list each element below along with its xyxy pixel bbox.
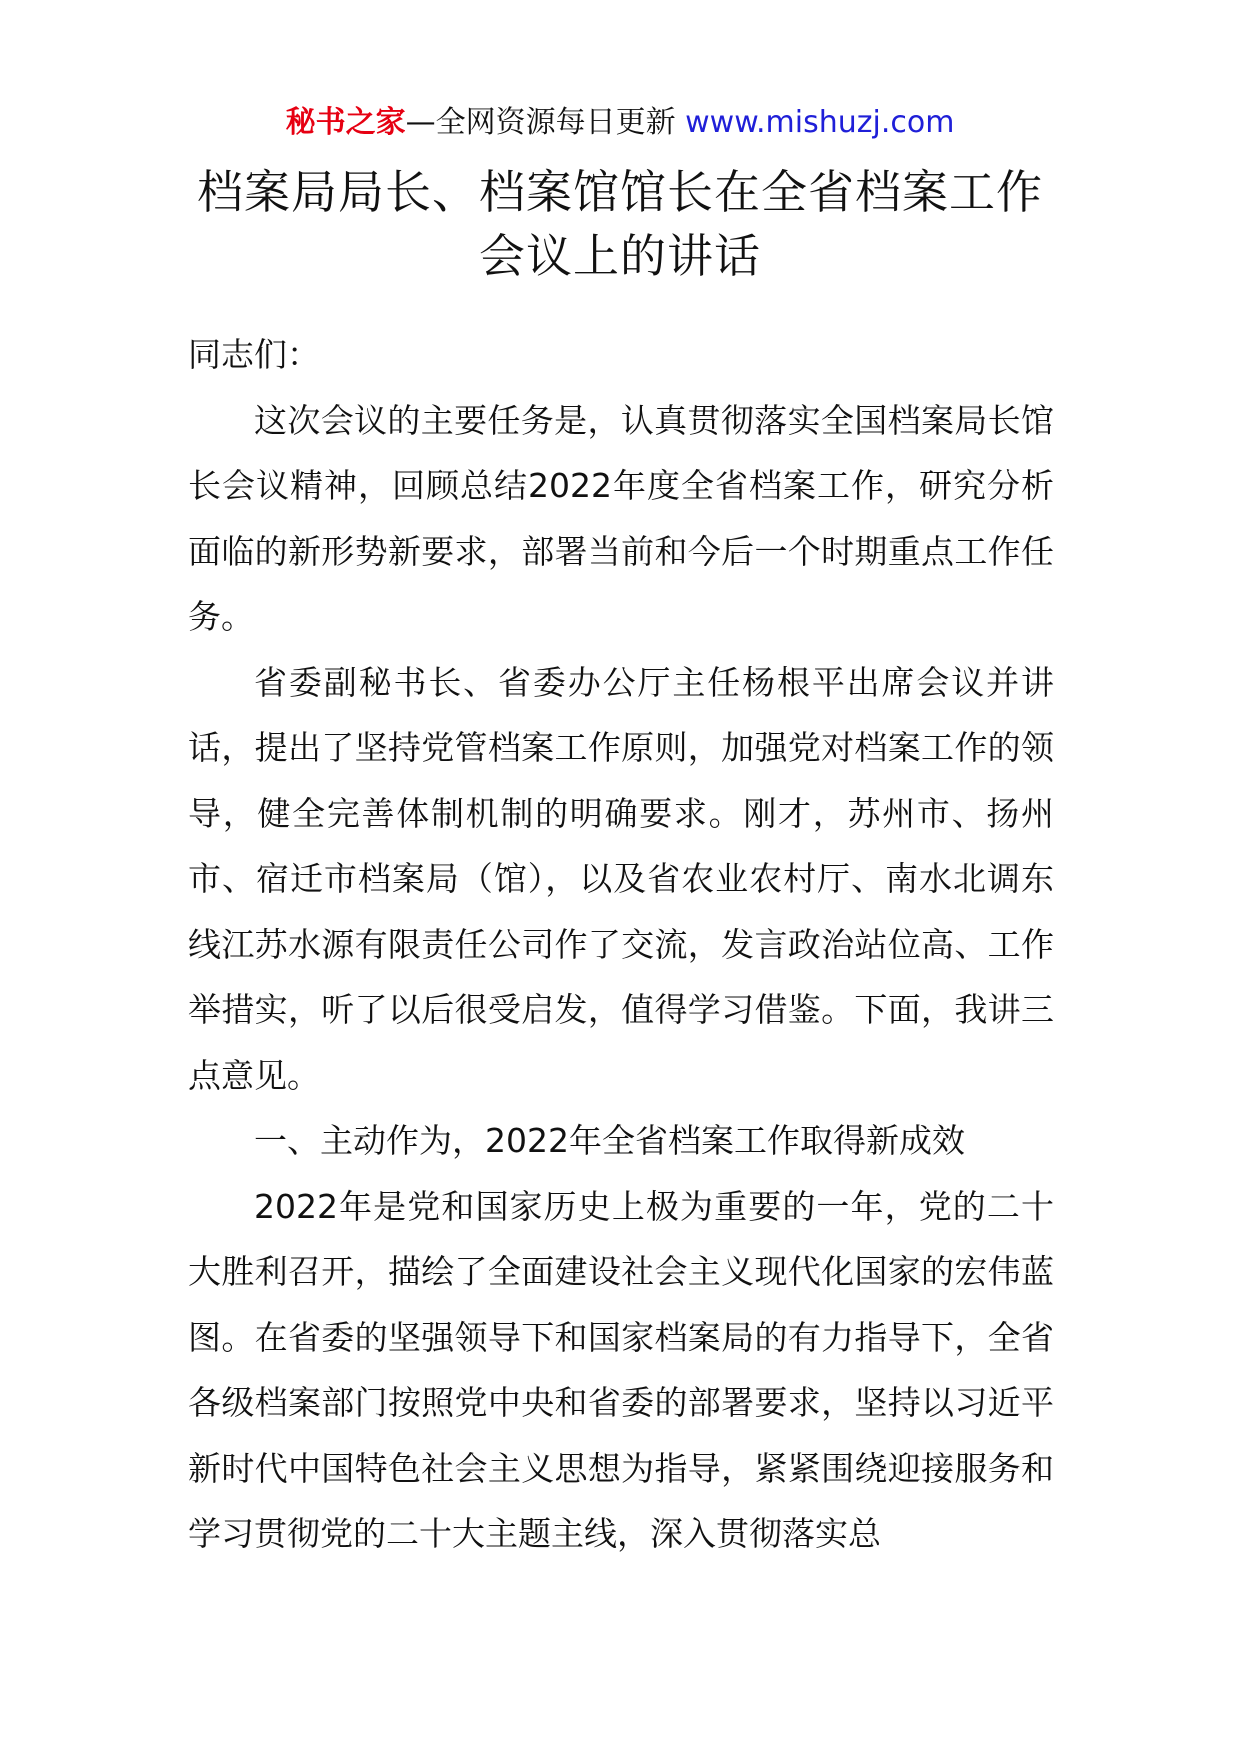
site-header xyxy=(0,102,1240,144)
salutation: 同志们： xyxy=(188,335,320,374)
header-slogan: —全网资源每日更新 xyxy=(405,105,676,140)
title-line-1: 档案局局长、档案馆馆长在全省档案工作 xyxy=(197,165,1043,219)
paragraph-3: 2022年是党和国家历史上极为重要的一年，党的二十大胜利召开，描绘了全面建设社会主义现代化国家的宏伟蓝图。在省委的坚强领导下和国家档案局的有力指导下，全省各级档案部门按照党中央和省委的部署要求，坚持以习近平新时代中国特色社会主义思想为指导，紧紧围绕迎接服务和学习贯彻党的二十大主题主线，深入贯彻落实总 xyxy=(188,1186,1054,1553)
paragraph-1: 这次会议的主要任务是，认真贯彻落实全国档案局长馆长会议精神，回顾总结2022年度全省档案工作，研究分析面临的新形势新要求，部署当前和今后一个时期重点工作任务。 xyxy=(188,400,1054,636)
document-body xyxy=(188,322,1054,1567)
paragraph-2: 省委副秘书长、省委办公厅主任杨根平出席会议并讲话，提出了坚持党管档案工作原则，加强党对档案工作的领导，健全完善体制机制的明确要求。刚才，苏州市、扬州市、宿迁市档案局（馆），以及省农业农村厅、南水北调东线江苏水源有限责任公司作了交流，发言政治站位高、工作举措实，听了以后很受启发，值得学习借鉴。下面，我讲三点意见。 xyxy=(188,662,1054,1095)
section-heading-1: 一、主动作为，2022年全省档案工作取得新成效 xyxy=(254,1121,965,1160)
brand-name: 秘书之家 xyxy=(285,105,406,140)
site-url-link[interactable]: www.mishuzj.com xyxy=(685,105,955,140)
title-line-2: 会议上的讲话 xyxy=(479,229,761,283)
document-title xyxy=(150,160,1090,288)
